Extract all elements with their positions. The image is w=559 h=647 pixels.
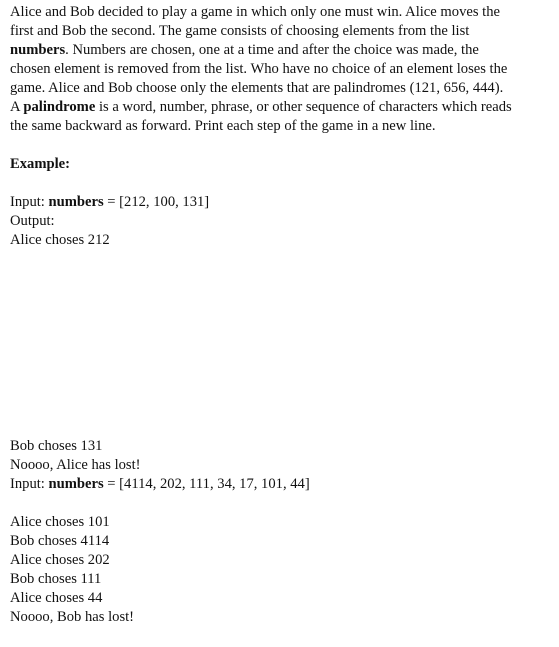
output-2 [10, 513, 550, 627]
description-line [10, 98, 550, 117]
description-text: Alice and Bob decided to play a game in which only one must win. Alice moves the [10, 4, 500, 20]
description-line [10, 79, 550, 98]
description-text: is a word, number, phrase, or other sequence of characters which reads [95, 99, 512, 115]
output-line: Alice choses 44 [10, 590, 103, 606]
description-line [10, 117, 550, 136]
output-line: Alice choses 212 [10, 232, 110, 248]
description-line [10, 3, 550, 22]
output-line: Noooo, Alice has lost! [10, 457, 141, 473]
description-term: palindrome [23, 99, 96, 115]
output-1-rest [10, 437, 550, 475]
example-input-2: Input: numbers = [4114, 202, 111, 34, 17, 101, 44] [10, 476, 310, 492]
description-line [10, 22, 550, 41]
output-line: Bob choses 111 [10, 571, 102, 587]
blank-line [10, 136, 550, 155]
output-label: Output: [10, 213, 55, 229]
description-term: numbers [10, 42, 66, 58]
blank-line [10, 494, 550, 513]
output-line: Noooo, Bob has lost! [10, 609, 135, 625]
description-text: . Numbers are chosen, one at a time and after the choice was made, the [65, 42, 479, 58]
output-line: Bob choses 131 [10, 438, 103, 454]
output-line: Bob choses 4114 [10, 533, 110, 549]
description-text: first and Bob the second. The game consists of choosing elements from the list [10, 23, 470, 39]
description-text: chosen element is removed from the list. Who have no choice of an element loses the [10, 61, 508, 77]
description-text: A [10, 99, 24, 115]
page-gap [10, 250, 550, 437]
description-line [10, 41, 550, 60]
description-line [10, 60, 550, 79]
problem-description [10, 3, 550, 136]
description-text: game. Alice and Bob choose only the elements that are palindromes (121, 656, 444). [10, 80, 504, 96]
description-text: the same backward as forward. Print each step of the game in a new line. [10, 118, 436, 134]
problem-document [10, 3, 550, 627]
example-heading: Example: [10, 156, 70, 172]
example-input-1: Input: numbers = [212, 100, 131] [10, 194, 210, 210]
output-line: Alice choses 101 [10, 514, 110, 530]
blank-line [10, 174, 550, 193]
output-line: Alice choses 202 [10, 552, 110, 568]
